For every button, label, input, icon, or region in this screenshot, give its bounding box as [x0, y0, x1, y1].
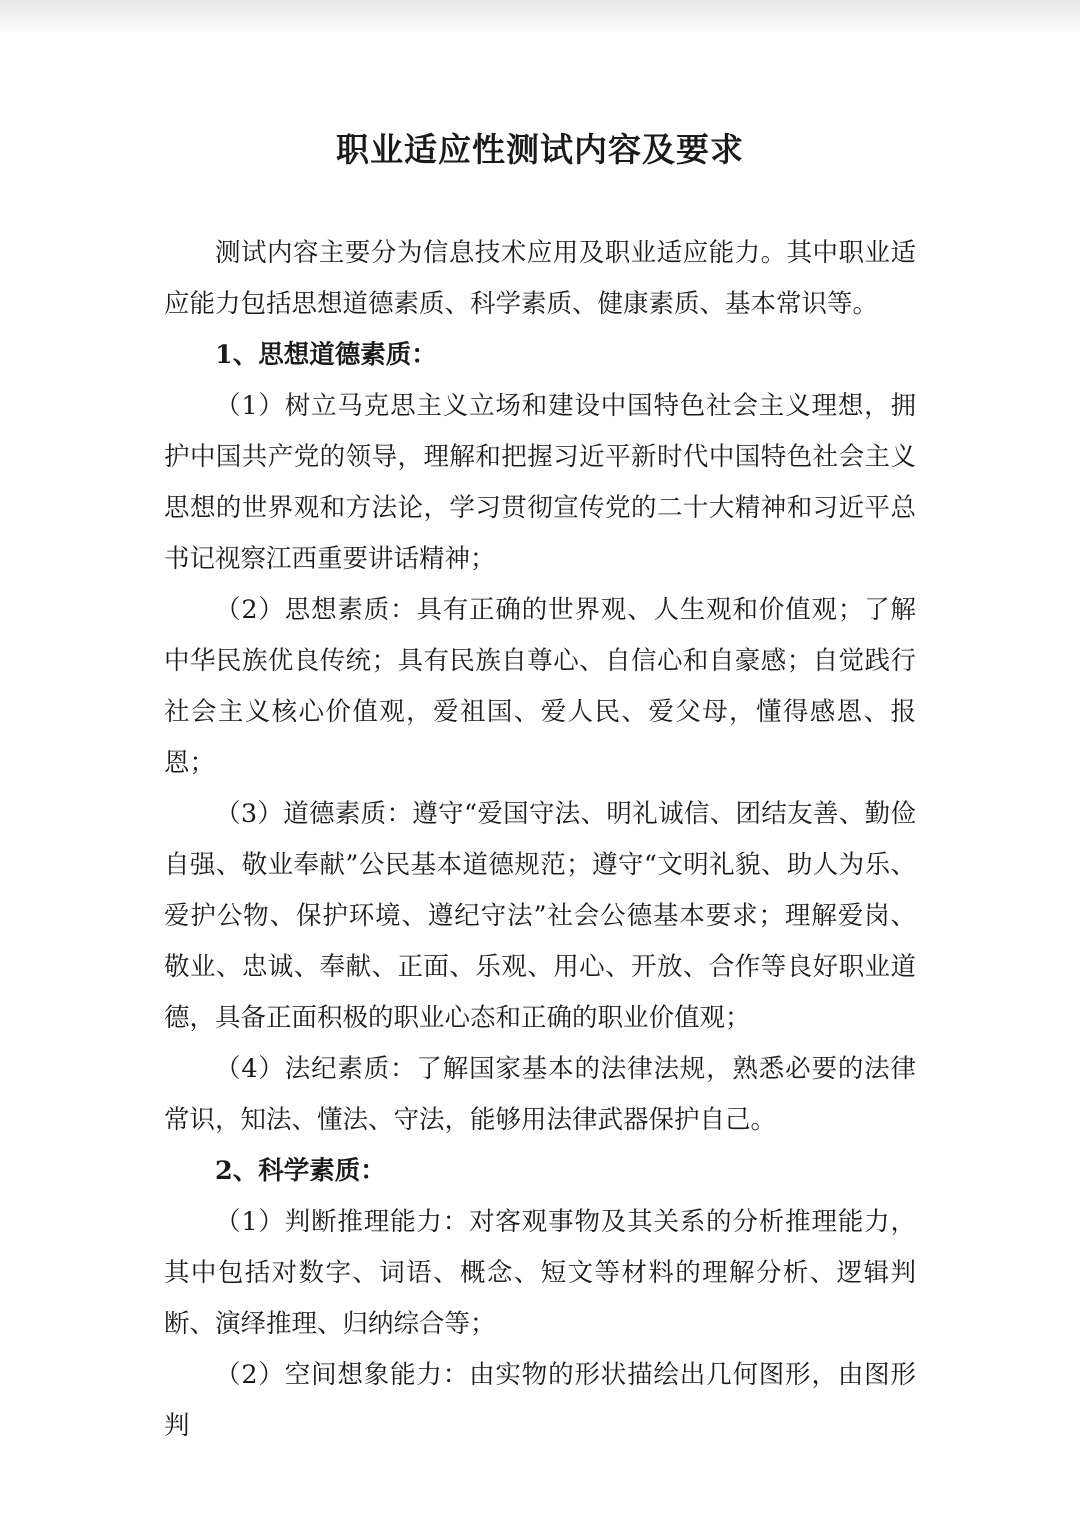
section-heading-science: 2、科学素质：: [215, 1156, 386, 1186]
science-item-2: （2）空间想象能力：由实物的形状描绘出几何图形，由图形判: [164, 1360, 916, 1441]
section-heading-moral: 1、思想道德素质：: [215, 340, 437, 370]
moral-item-1: （1）树立马克思主义立场和建设中国特色社会主义理想，拥护中国共产党的领导，理解和把握习近平新时代中国特色社会主义思想的世界观和方法论，学习贯彻宣传党的二十大精神和习近平总书记视察江西重要讲话精神；: [164, 391, 916, 574]
intro-paragraph: 测试内容主要分为信息技术应用及职业适应能力。其中职业适应能力包括思想道德素质、科学素质、健康素质、基本常识等。: [164, 238, 916, 319]
document-title: 职业适应性测试内容及要求: [336, 130, 744, 169]
document-body: [164, 228, 916, 1452]
moral-item-4: （4）法纪素质：了解国家基本的法律法规，熟悉必要的法律常识，知法、懂法、守法，能够用法律武器保护自己。: [164, 1054, 916, 1135]
moral-item-3: （3）道德素质：遵守“爱国守法、明礼诚信、团结友善、勤俭自强、敬业奉献”公民基本道德规范；遵守“文明礼貌、助人为乐、爱护公物、保护环境、遵纪守法”社会公德基本要求；理解爱岗、敬业、忠诚、奉献、正面、乐观、用心、开放、合作等良好职业道德，具备正面积极的职业心态和正确的职业价值观；: [164, 799, 916, 1033]
science-item-1: （1）判断推理能力：对客观事物及其关系的分析推理能力，其中包括对数字、词语、概念、短文等材料的理解分析、逻辑判断、演绎推理、归纳综合等；: [164, 1207, 916, 1339]
moral-item-2: （2）思想素质：具有正确的世界观、人生观和价值观；了解中华民族优良传统；具有民族自尊心、自信心和自豪感；自觉践行社会主义核心价值观，爱祖国、爱人民、爱父母，懂得感恩、报恩；: [164, 595, 916, 778]
